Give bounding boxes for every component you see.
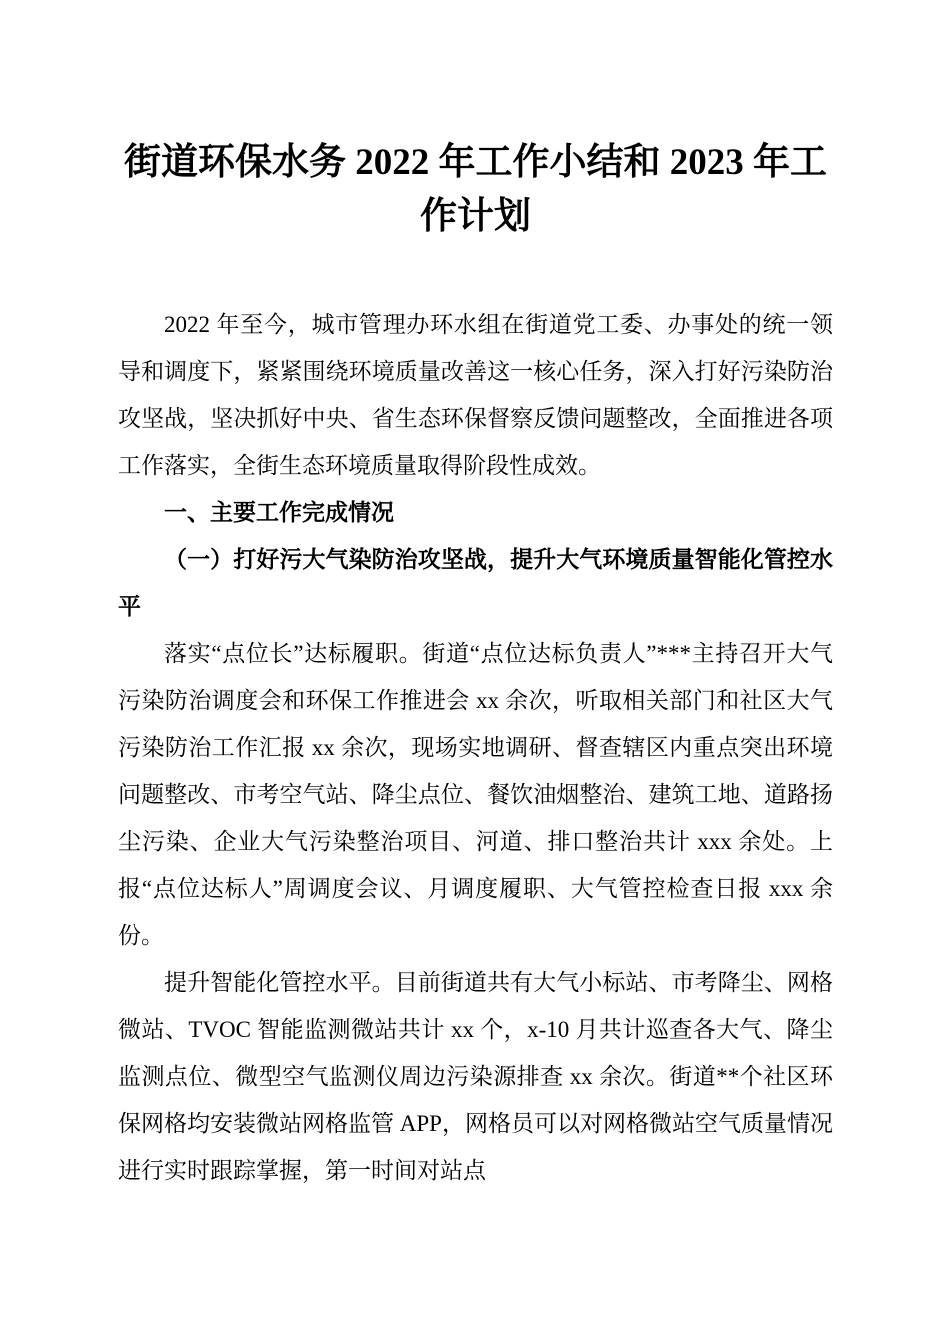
paragraph-smart-control: 提升智能化管控水平。目前街道共有大气小标站、市考降尘、网格微站、TVOC 智能监测微站共计 xx 个，x-10 月共计巡查各大气、降尘监测点位、微型空气监测仪周边污染源排查 xx 余次。街道**个社区环保网格均安装微站网格监管 APP，网格员可以对网格微站空气质量情况进行实时跟踪掌握，第一时间对站点: [118, 970, 833, 1184]
intro-paragraph: 2022 年至今，城市管理办环水组在街道党工委、办事处的统一领导和调度下，紧紧围绕环境质量改善这一核心任务，深入打好污染防治攻坚战，坚决抓好中央、省生态环保督察反馈问题整改，全面推进各项工作落实，全街生态环境质量取得阶段性成效。: [118, 312, 833, 479]
subsection-heading-air-pollution: （一）打好污大气染防治攻坚战，提升大气环境质量智能化管控水平: [118, 547, 833, 620]
paragraph-point-leader-duty: 落实“点位长”达标履职。街道“点位达标负责人”***主持召开大气污染防治调度会和环保工作推进会 xx 余次，听取相关部门和社区大气污染防治工作汇报 xx 余次，现场实地调研、督查辖区内重点突出环境问题整改、市考空气站、降尘点位、餐饮油烟整治、建筑工地、道路扬尘污染、企业大气污染整治项目、河道、排口整治共计 xxx 余处。上报“点位达标人”周调度会议、月调度履职、大气管控检查日报 xxx 余份。: [118, 641, 833, 949]
section-heading-main-work: 一、主要工作完成情况: [164, 499, 394, 526]
document-title: 街道环保水务 2022 年工作小结和 2023 年工作计划: [124, 142, 827, 237]
